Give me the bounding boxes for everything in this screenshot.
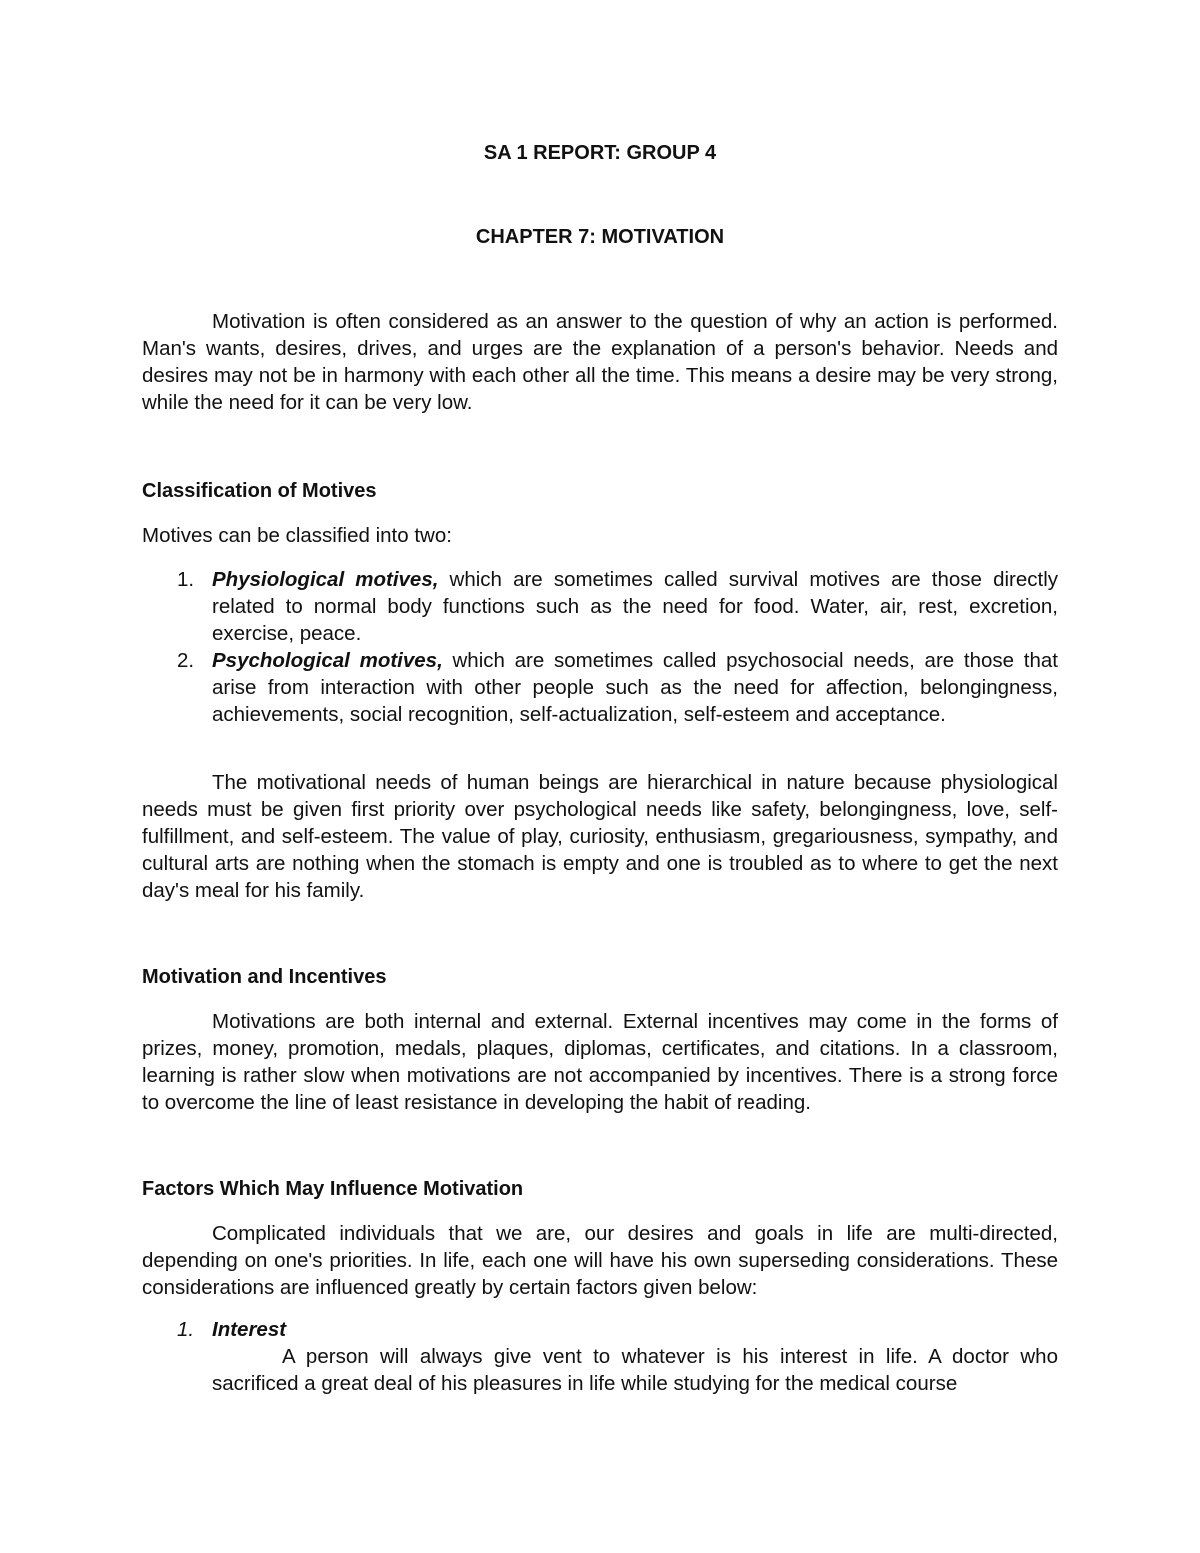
- list-number: 1.: [177, 1318, 195, 1341]
- factor-title: Interest: [212, 1318, 287, 1341]
- classification-intro: Motives can be classified into two:: [142, 524, 452, 547]
- hierarchy-paragraph: The motivational needs of human beings are hierarchical in nature because physiological needs must be given first priority over psychological needs like safety, belongingness, love, self-fulfillment, and self-esteem. The value of play, curiosity, enthusiasm, gregariousness, sympathy, and cultural arts are nothing when the stomach is empty and one is troubled as to where to get the next day's meal for his family.: [142, 771, 1058, 902]
- factors-list: [142, 1316, 1058, 1397]
- factor-body: A person will always give vent to whatever is his interest in life. A doctor who sacrificed a great deal of his pleasures in life while studying for the medical course: [212, 1345, 1058, 1395]
- factors-paragraph: Complicated individuals that we are, our desires and goals in life are multi-directed, depending on one's priorities. In life, each one will have his own superseding considerations. These considerations are influenced greatly by certain factors given below:: [142, 1222, 1058, 1299]
- list-number: 1.: [177, 568, 195, 591]
- list-term: Physiological motives,: [212, 568, 439, 591]
- section-heading-incentives: Motivation and Incentives: [142, 966, 387, 988]
- motives-list: [142, 566, 1058, 728]
- list-text: which are sometimes called survival motives are those directly related to normal body functions such as the need for food. Water, air, rest, excretion, exercise, peace.: [212, 568, 1059, 645]
- list-term: Psychological motives,: [212, 649, 443, 672]
- chapter-title: CHAPTER 7: MOTIVATION: [475, 226, 725, 248]
- section-heading-classification: Classification of Motives: [142, 480, 377, 502]
- intro-paragraph: Motivation is often considered as an answer to the question of why an action is performed. Man's wants, desires, drives, and urges are the explanation of a person's behavior. Needs and desires may not be in harmony with each other all the time. This means a desire may be very strong, while the need for it can be very low.: [142, 310, 1058, 414]
- list-text: which are sometimes called psychosocial needs, are those that arise from interaction with other people such as the need for affection, belongingness, achievements, social recognition, self-actualization, self-esteem and acceptance.: [212, 649, 1058, 726]
- list-item: [177, 647, 1058, 728]
- list-number: 2.: [177, 649, 195, 672]
- list-item: [177, 566, 1059, 647]
- list-item: [177, 1316, 1058, 1397]
- incentives-paragraph: Motivations are both internal and external. External incentives may come in the forms of prizes, money, promotion, medals, plaques, diplomas, certificates, and citations. In a classroom, learning is rather slow when motivations are not accompanied by incentives. There is a strong force to overcome the line of least resistance in developing the habit of reading.: [142, 1010, 1058, 1114]
- document-title: SA 1 REPORT: GROUP 4: [483, 142, 717, 164]
- section-heading-factors: Factors Which May Influence Motivation: [142, 1178, 524, 1200]
- document-body: [142, 138, 1058, 1397]
